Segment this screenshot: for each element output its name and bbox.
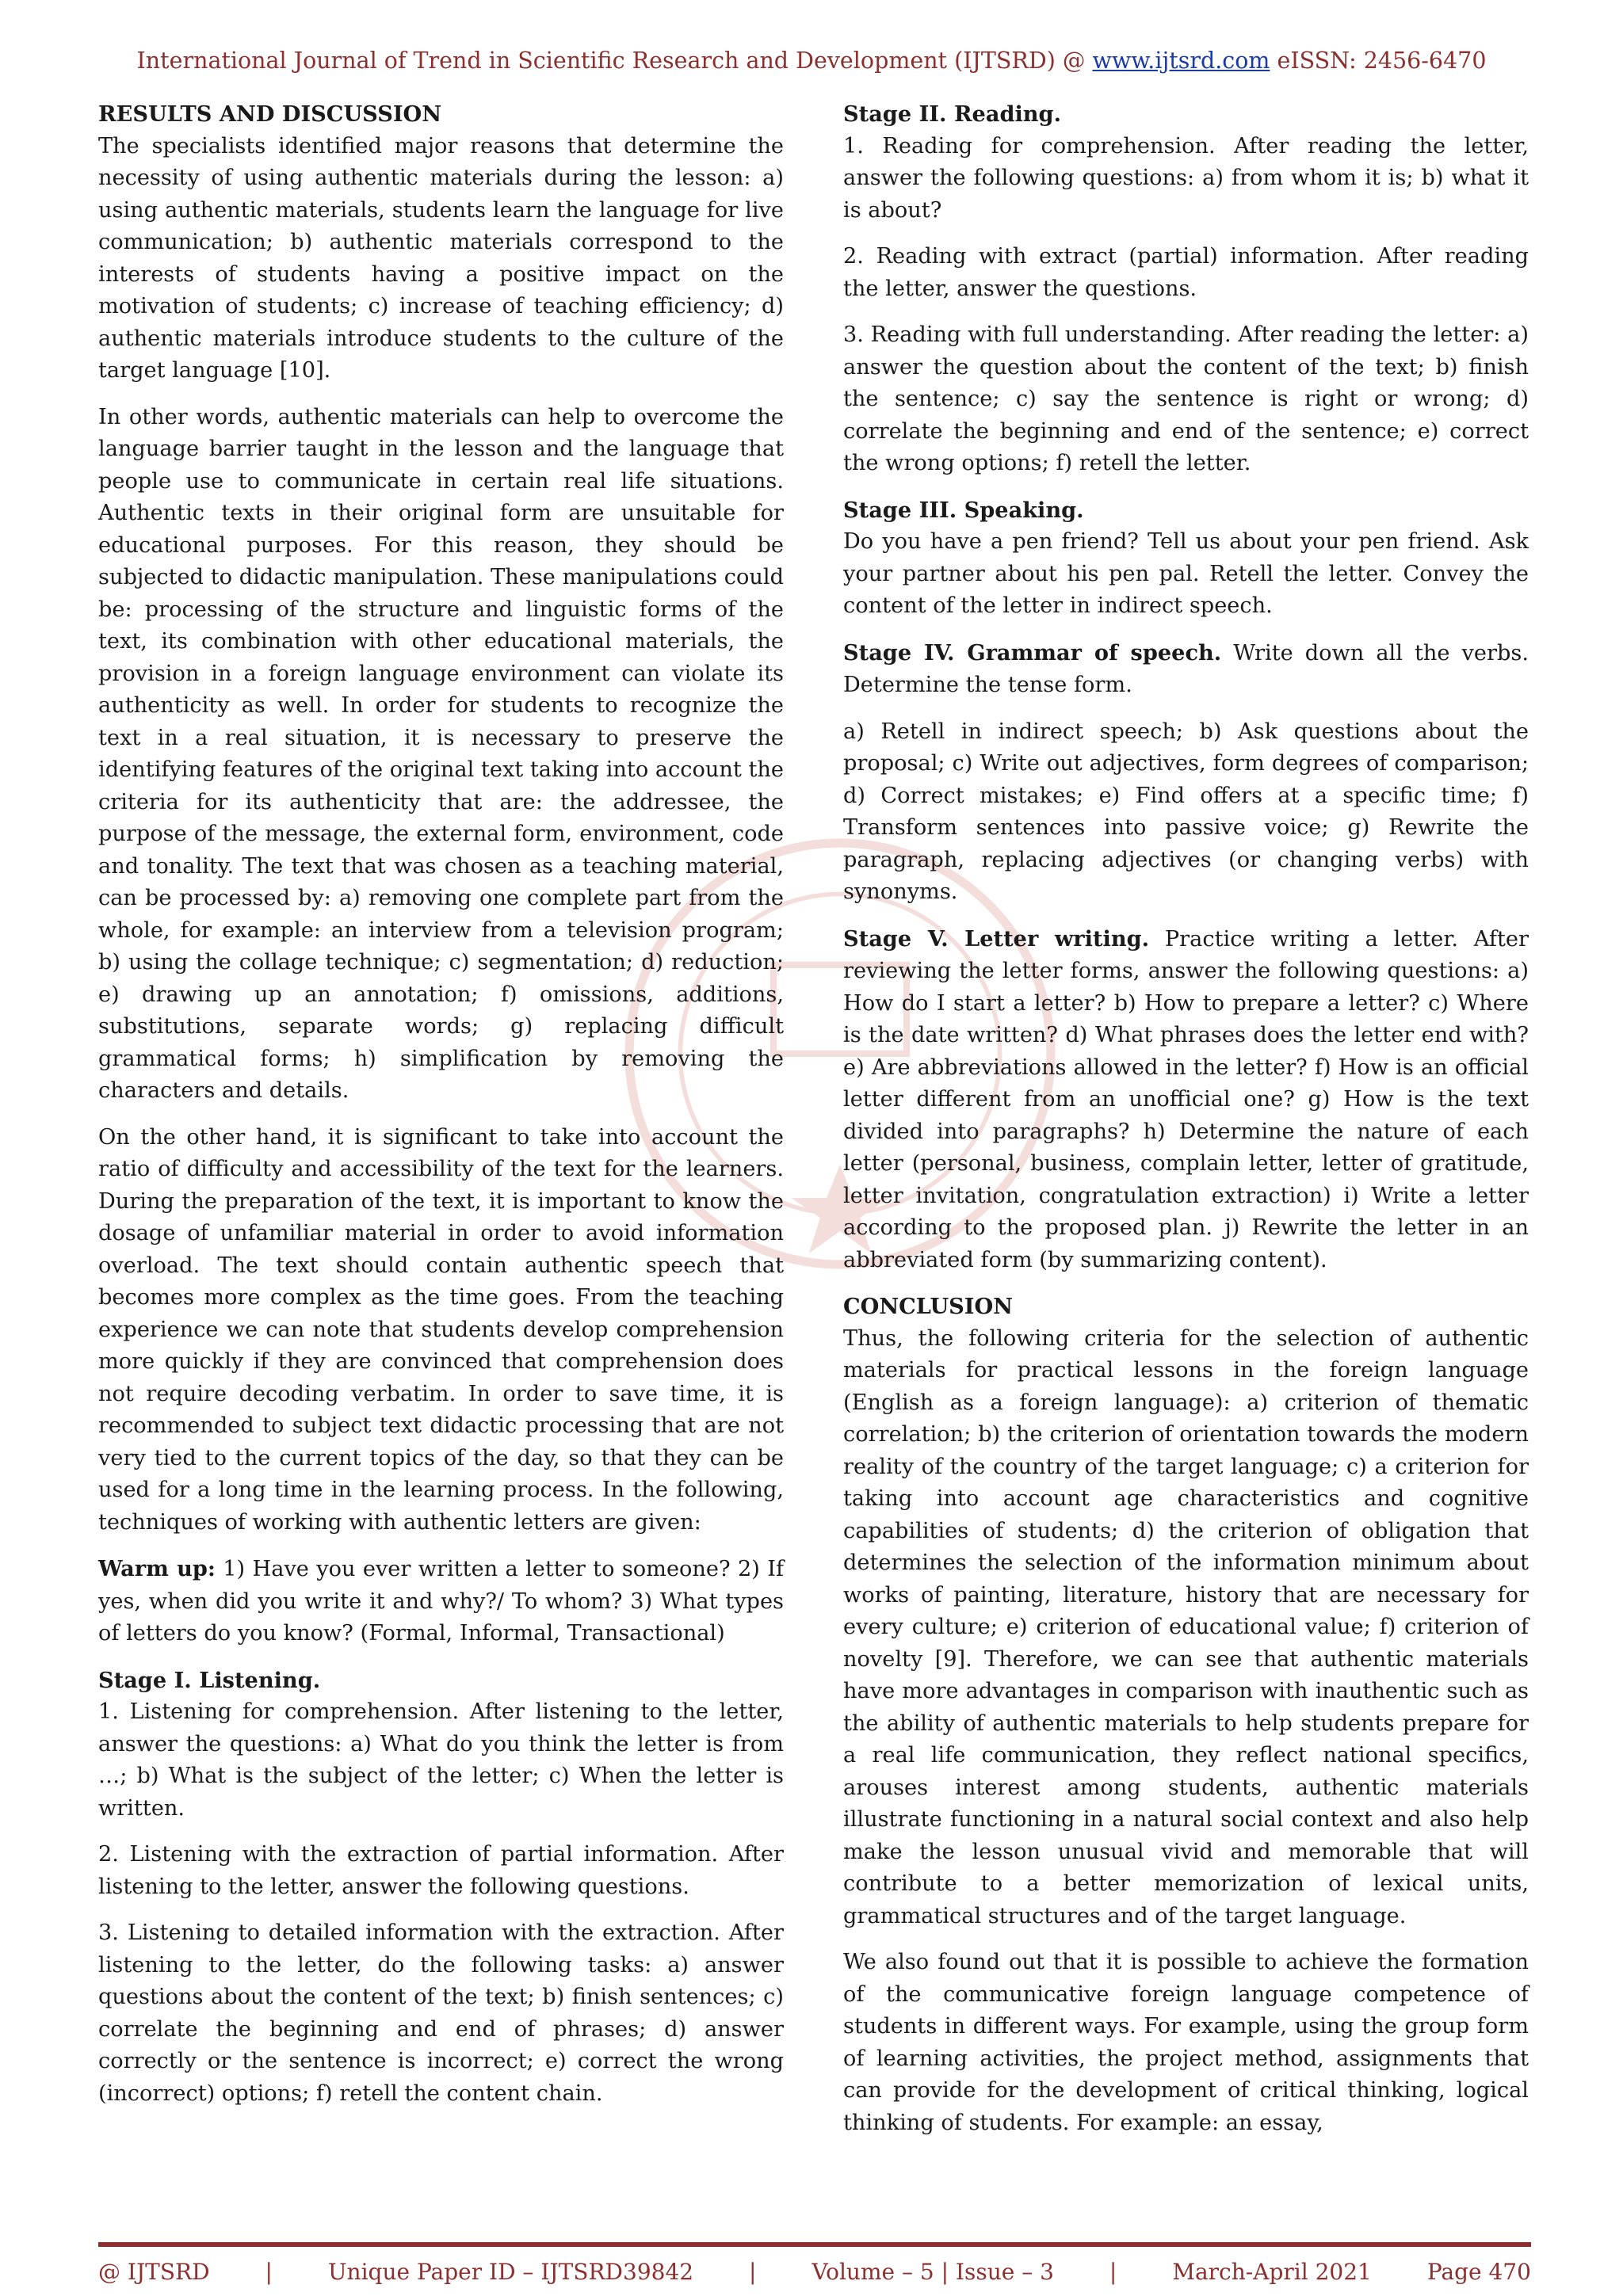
section-heading-conclusion: CONCLUSION	[843, 1294, 1014, 1319]
stage-heading-speaking: Stage III. Speaking.	[843, 497, 1084, 523]
right-column	[843, 98, 1529, 2139]
left-column	[98, 98, 784, 2110]
running-footer	[98, 2254, 1531, 2289]
paragraph: 1. Reading for comprehension. After reading the letter, answer the following questions: a) from whom it is; b) what it is about?	[843, 133, 1529, 223]
footer-volume-issue: Volume – 5 | Issue – 3	[812, 2258, 1054, 2285]
section-heading-results: RESULTS AND DISCUSSION	[98, 101, 442, 127]
paragraph: Do you have a pen friend? Tell us about your pen friend. Ask your partner about his pen pal. Retell the letter. Convey the content of the letter in indirect speech.	[843, 529, 1529, 618]
paragraph: 2. Listening with the extraction of partial information. After listening to the letter, answer the following questions.	[98, 1842, 784, 1899]
paragraph: On the other hand, it is significant to take into account the ratio of difficulty and accessibility of the text for the learners. During the preparation of the text, it is important to know the dosage of unfamiliar material in order to avoid information overload. The text should contain authentic speech that becomes more complex as the time goes. From the teaching experience we can note that students develop comprehension more quickly if they are convinced that comprehension does not require decoding verbatim. In order to save time, it is recommended to subject text didactic processing that are not very tied to the current topics of the day, so that they can be used for a long time in the learning process. In the following, techniques of working with authentic letters are given:	[98, 1124, 784, 1535]
paragraph: 3. Listening to detailed information with the extraction. After listening to the letter, do the following tasks: a) answer questions about the content of the text; b) finish sentences; c) correlate the beginning and end of phrases; d) answer correctly or the sentence is incorrect; e) correct the wrong (incorrect) options; f) retell the content chain.	[98, 1920, 784, 2106]
letter-writing-text: Practice writing a letter. After reviewing the letter forms, answer the following questions: a) How do I start a letter? b) How to prepare a letter? c) Where is the date written? d) What phrases does the letter end with? e) Are abbreviations allowed in the letter? f) How is an official letter different from an unofficial one? g) How is the text divided into paragraphs? h) Determine the nature of each letter (personal, business, complain letter, letter of gratitude, letter invitation, congratulation extraction) i) Write a letter according to the proposed plan. j) Rewrite the letter in an abbreviated form (by summarizing content).	[843, 926, 1529, 1272]
paragraph-warm-up	[98, 1553, 784, 1650]
paragraph: 2. Reading with extract (partial) information. After reading the letter, answer the questions.	[843, 244, 1529, 301]
footer-separator: |	[1109, 2258, 1117, 2285]
grammar-label: Stage IV. Grammar of speech.	[843, 639, 1222, 666]
paragraph-grammar	[843, 637, 1529, 702]
footer-separator: |	[749, 2258, 757, 2285]
running-header	[0, 48, 1623, 74]
footer-date: March-April 2021	[1172, 2258, 1372, 2285]
warm-up-text: 1) Have you ever written a letter to someone? 2) If yes, when did you write it and why?/ To whom? 3) What types of letters do you know? (Formal, Informal, Transactional)	[98, 1557, 785, 1646]
journal-name: International Journal of Trend in Scientific Research and Development (IJTSRD) @	[136, 48, 1086, 74]
paragraph: We also found out that it is possible to achieve the formation of the communicative foreign language competence of students in different ways. For example, using the group form of learning activities, the project method, assignments that can provide for the development of critical thinking, logical thinking of students. For example: an essay,	[843, 1950, 1529, 2135]
footer-brand: @ IJTSRD	[98, 2258, 210, 2285]
paragraph: Thus, the following criteria for the selection of authentic materials for practical lessons in the foreign language (English as a foreign language): a) criterion of thematic correlation; b) the criterion of orientation towards the modern reality of the country of the target language; c) a criterion for taking into account age characteristics and cognitive capabilities of students; d) the criterion of obligation that determines the selection of the information minimum about works of painting, literature, history that are necessary for every culture; e) criterion of educational value; f) criterion of novelty [9]. Therefore, we can see that authentic materials have more advantages in comparison with inauthentic such as the ability of authentic materials to help students prepare for a real life communication, they reflect national specifics, arouses interest among students, authentic materials illustrate functioning in a natural social context and also help make the lesson unusual vivid and memorable that will contribute to a better memorization of lexical units, grammatical structures and of the target language.	[843, 1325, 1529, 1928]
stage-heading-reading: Stage II. Reading.	[843, 101, 1062, 127]
paragraph: The specialists identified major reasons that determine the necessity of using authentic materials during the lesson: a) using authentic materials, students learn the language for live communication; b) authentic materials correspond to the interests of students having a positive impact on the motivation of students; c) increase of teaching efficiency; d) authentic materials introduce students to the culture of the target language [10].	[98, 133, 784, 383]
grammar-text: Write down all the verbs. Determine the tense form.	[843, 640, 1529, 697]
footer-page-number: Page 470	[1426, 2258, 1531, 2285]
journal-url-link[interactable]: www.ijtsrd.com	[1092, 48, 1270, 74]
journal-issn: eISSN: 2456-6470	[1277, 48, 1487, 74]
footer-divider	[98, 2242, 1531, 2247]
paragraph: In other words, authentic materials can help to overcome the language barrier taught in the lesson and the language that people use to communicate in certain real life situations. Authentic texts in their original form are unsuitable for educational purposes. For this reason, they should be subjected to didactic manipulation. These manipulations could be: processing of the structure and linguistic forms of the text, its combination with other educational materials, the provision in a foreign language environment can violate its authenticity as well. In order for students to recognize the text in a real situation, it is necessary to preserve the identifying features of the original text taking into account the criteria for its authenticity that are: the addressee, the purpose of the message, the external form, environment, code and tonality. The text that was chosen as a teaching material, can be processed by: a) removing one complete part from the whole, for example: an interview from a television program; b) using the collage technique; c) segmentation; d) reduction; e) drawing up an annotation; f) omissions, additions, substitutions, separate words; g) replacing difficult grammatical forms; h) simplification by removing the characters and details.	[98, 404, 784, 1103]
warm-up-label: Warm up:	[98, 1556, 216, 1581]
paragraph: 1. Listening for comprehension. After listening to the letter, answer the questions: a) What do you think the letter is from …; b) What is the subject of the letter; c) When the letter is written.	[98, 1699, 784, 1821]
footer-paper-id: Unique Paper ID – IJTSRD39842	[327, 2258, 694, 2285]
letter-writing-label: Stage V. Letter writing.	[843, 925, 1150, 952]
paragraph: 3. Reading with full understanding. After reading the letter: a) answer the question about the content of the text; b) finish the sentence; c) say the sentence is right or wrong; d) correlate the beginning and end of the sentence; e) correct the wrong options; f) retell the letter.	[843, 322, 1529, 475]
stage-heading-listening: Stage I. Listening.	[98, 1667, 321, 1693]
paragraph-letter-writing	[843, 923, 1529, 1277]
footer-separator: |	[265, 2258, 273, 2285]
paragraph: a) Retell in indirect speech; b) Ask questions about the proposal; c) Write out adjectives, form degrees of comparison; d) Correct mistakes; e) Find offers at a specific time; f) Transform sentences into passive voice; g) Rewrite the paragraph, replacing adjectives (or changing verbs) with synonyms.	[843, 719, 1529, 904]
